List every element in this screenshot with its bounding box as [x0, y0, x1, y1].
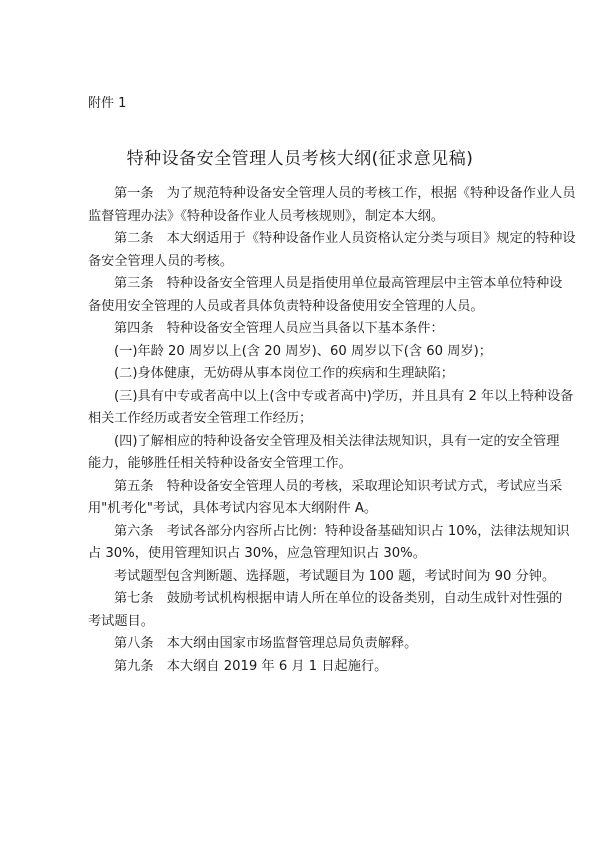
text-line: 考试题型包含判断题、选择题，考试题目为 100 题，考试时间为 90 分钟。 — [114, 568, 556, 584]
text-line: (一)年龄 20 周岁以上(含 20 周岁)、60 周岁以下(含 60 周岁)； — [114, 343, 492, 359]
text-line: 监督管理办法》《特种设备作业人员考核规则》，制定本大纲。 — [88, 208, 445, 224]
attachment-label: 附件 1 — [88, 96, 127, 111]
text-line: 第八条 本大纲由国家市场监督管理总局负责解释。 — [114, 636, 418, 651]
text-line: 第一条 为了规范特种设备安全管理人员的考核工作，根据《特种设备作业人员 — [114, 186, 576, 201]
document-title: 特种设备安全管理人员考核大纲(征求意见稿) — [126, 149, 474, 169]
text-line: (三)具有中专或者高中以上(含中专或者高中)学历，并且具有 2 年以上特种设备 — [114, 388, 574, 404]
text-line: 备使用安全管理的人员或者具体负责特种设备使用安全管理的人员。 — [88, 298, 484, 314]
text-line: 备安全管理人员的考核。 — [88, 253, 234, 269]
text-line: 相关工作经历或者安全管理工作经历； — [88, 411, 313, 426]
text-line: 第四条 特种设备安全管理人员应当具备以下基本条件： — [114, 321, 444, 336]
text-line: 能力，能够胜任相关特种设备安全管理工作。 — [88, 456, 352, 471]
text-line: 第七条 鼓励考试机构根据申请人所在单位的设备类别，自动生成针对性强的 — [114, 591, 563, 606]
text-line: 用"机考化"考试，具体考试内容见本大纲附件 A。 — [88, 501, 378, 516]
document-body — [88, 183, 576, 678]
text-line: 考试题目。 — [88, 613, 154, 629]
text-line: 第二条 本大纲适用于《特种设备作业人员资格认定分类与项目》规定的特种设 — [114, 231, 576, 246]
text-line: 第九条 本大纲自 2019 年 6 月 1 日起施行。 — [114, 658, 388, 674]
text-line: 第三条 特种设备安全管理人员是指使用单位最高管理层中主管本单位特种设 — [114, 276, 563, 291]
text-line: (二)身体健康，无妨碍从事本岗位工作的疾病和生理缺陷； — [114, 366, 454, 381]
text-line: (四)了解相应的特种设备安全管理及相关法律法规知识，具有一定的安全管理 — [114, 433, 560, 449]
text-line: 占 30%，使用管理知识占 30%，应急管理知识占 30%。 — [88, 546, 426, 561]
text-line: 第五条 特种设备安全管理人员的考核，采取理论知识考试方式，考试应当采 — [114, 478, 563, 494]
text-line: 第六条 考试各部分内容所占比例：特种设备基础知识占 10%，法律法规知识 — [114, 523, 570, 539]
